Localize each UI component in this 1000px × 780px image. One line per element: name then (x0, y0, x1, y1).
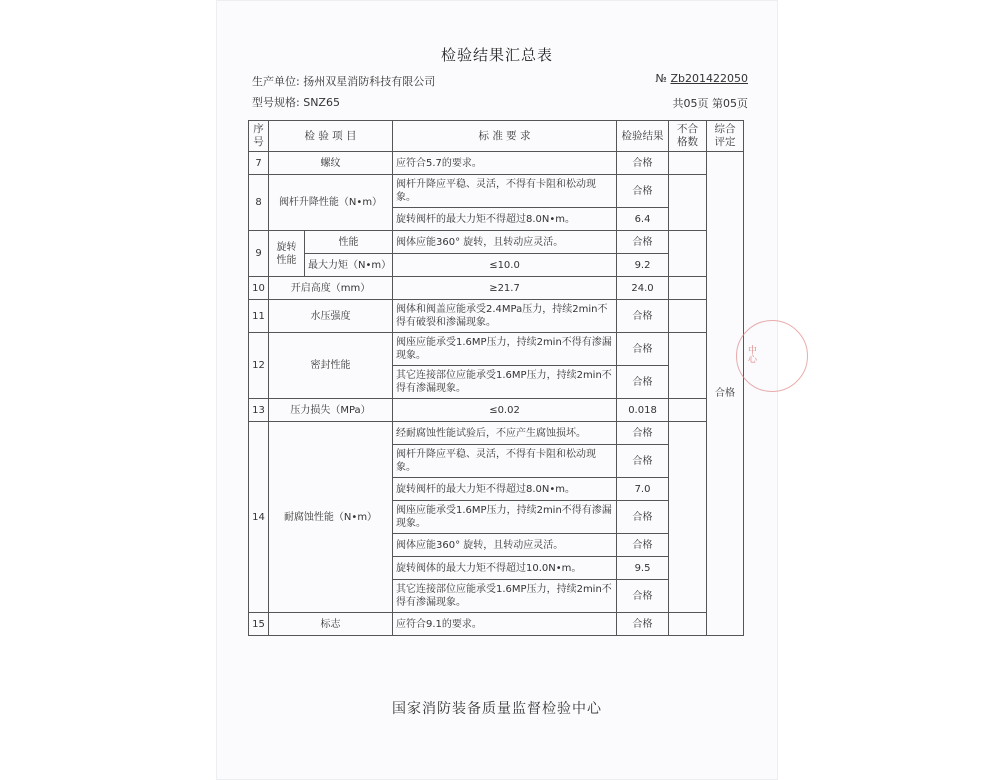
row-requirement: 阀座应能承受1.6MP压力，持续2min不得有渗漏现象。 (393, 501, 617, 534)
row-item: 耐腐蚀性能（N•m） (269, 422, 393, 613)
row-requirement: 阀杆升降应平稳、灵活，不得有卡阻和松动现象。 (393, 175, 617, 208)
row-result: 7.0 (617, 478, 669, 501)
header-result: 检验结果 (617, 121, 669, 152)
row-item: 标志 (269, 613, 393, 636)
table-row (249, 300, 744, 333)
row-result: 合格 (617, 580, 669, 613)
header-fail-count: 不合格数 (669, 121, 707, 152)
model-label: 型号规格: (252, 96, 300, 109)
row-requirement: 其它连接部位应能承受1.6MP压力，持续2min不得有渗漏现象。 (393, 366, 617, 399)
table-row (249, 333, 744, 366)
row-result: 合格 (617, 366, 669, 399)
row-seq: 10 (249, 277, 269, 300)
table-row (249, 277, 744, 300)
row-subitem: 最大力矩（N•m） (305, 254, 393, 277)
row-seq: 12 (249, 333, 269, 399)
row-requirement: 阀座应能承受1.6MP压力，持续2min不得有渗漏现象。 (393, 333, 617, 366)
row-item: 密封性能 (269, 333, 393, 399)
row-fail-count (669, 231, 707, 277)
row-seq: 11 (249, 300, 269, 333)
header-item: 检 验 项 目 (269, 121, 393, 152)
row-item: 压力损失（MPa） (269, 399, 393, 422)
row-seq: 8 (249, 175, 269, 231)
row-requirement: 阀体应能360° 旋转，且转动应灵活。 (393, 534, 617, 557)
header-overall: 综合评定 (707, 121, 744, 152)
row-subitem: 性能 (305, 231, 393, 254)
row-requirement: 阀体应能360° 旋转，且转动应灵活。 (393, 231, 617, 254)
issuer-footer: 国家消防装备质量监督检验中心 (392, 701, 602, 717)
producer-label: 生产单位: (252, 75, 300, 88)
row-result: 合格 (617, 422, 669, 445)
row-item: 阀杆升降性能（N•m） (269, 175, 393, 231)
row-result: 合格 (617, 445, 669, 478)
row-result: 合格 (617, 613, 669, 636)
producer-value: 扬州双星消防科技有限公司 (303, 75, 436, 88)
producer-line (252, 73, 435, 89)
row-result: 6.4 (617, 208, 669, 231)
row-requirement: 应符合5.7的要求。 (393, 152, 617, 175)
row-requirement: 阀体和阀盖应能承受2.4MPa压力，持续2min不得有破裂和渗漏现象。 (393, 300, 617, 333)
table-row (249, 422, 744, 445)
row-requirement: 经耐腐蚀性能试验后，不应产生腐蚀损坏。 (393, 422, 617, 445)
row-result: 9.2 (617, 254, 669, 277)
row-item: 旋转性能 (269, 231, 305, 277)
row-result: 合格 (617, 152, 669, 175)
report-number-label: № (655, 72, 667, 85)
row-requirement: 应符合9.1的要求。 (393, 613, 617, 636)
row-requirement: ≥21.7 (393, 277, 617, 300)
row-result: 合格 (617, 501, 669, 534)
row-result: 9.5 (617, 557, 669, 580)
row-result: 合格 (617, 333, 669, 366)
row-seq: 13 (249, 399, 269, 422)
table-row (249, 152, 744, 175)
row-result: 合格 (617, 175, 669, 208)
row-fail-count (669, 152, 707, 175)
table-row (249, 175, 744, 208)
row-fail-count (669, 613, 707, 636)
row-seq: 15 (249, 613, 269, 636)
overall-evaluation: 合格 (707, 152, 744, 636)
header-seq: 序号 (249, 121, 269, 152)
row-fail-count (669, 300, 707, 333)
row-seq: 7 (249, 152, 269, 175)
row-requirement: 阀杆升降应平稳、灵活，不得有卡阻和松动现象。 (393, 445, 617, 478)
row-requirement: 其它连接部位应能承受1.6MP压力，持续2min不得有渗漏现象。 (393, 580, 617, 613)
header-requirement: 标 准 要 求 (393, 121, 617, 152)
row-fail-count (669, 277, 707, 300)
row-fail-count (669, 399, 707, 422)
row-result: 24.0 (617, 277, 669, 300)
row-requirement: 旋转阀体的最大力矩不得超过10.0N•m。 (393, 557, 617, 580)
page-count: 共05页 第05页 (672, 97, 748, 110)
document-page (216, 0, 778, 780)
row-item: 水压强度 (269, 300, 393, 333)
row-item: 螺纹 (269, 152, 393, 175)
row-result: 合格 (617, 300, 669, 333)
row-result: 合格 (617, 534, 669, 557)
results-table (248, 120, 744, 636)
table-row (249, 399, 744, 422)
stamp-text: 中心 (746, 345, 756, 363)
document-title: 检验结果汇总表 (440, 46, 553, 64)
inspection-stamp (736, 320, 808, 392)
row-fail-count (669, 333, 707, 399)
model-value: SNZ65 (303, 96, 340, 109)
row-fail-count (669, 175, 707, 231)
row-result: 合格 (617, 231, 669, 254)
table-header-row (249, 121, 744, 152)
row-requirement: 旋转阀杆的最大力矩不得超过8.0N•m。 (393, 208, 617, 231)
table-row (249, 231, 744, 254)
row-result: 0.018 (617, 399, 669, 422)
row-requirement: ≤10.0 (393, 254, 617, 277)
row-item: 开启高度（mm） (269, 277, 393, 300)
row-seq: 14 (249, 422, 269, 613)
model-line (252, 94, 340, 110)
row-seq: 9 (249, 231, 269, 277)
report-number (656, 72, 748, 85)
row-fail-count (669, 422, 707, 613)
table-row (249, 613, 744, 636)
report-number-value: Zb201422050 (670, 72, 748, 85)
row-requirement: 旋转阀杆的最大力矩不得超过8.0N•m。 (393, 478, 617, 501)
row-requirement: ≤0.02 (393, 399, 617, 422)
